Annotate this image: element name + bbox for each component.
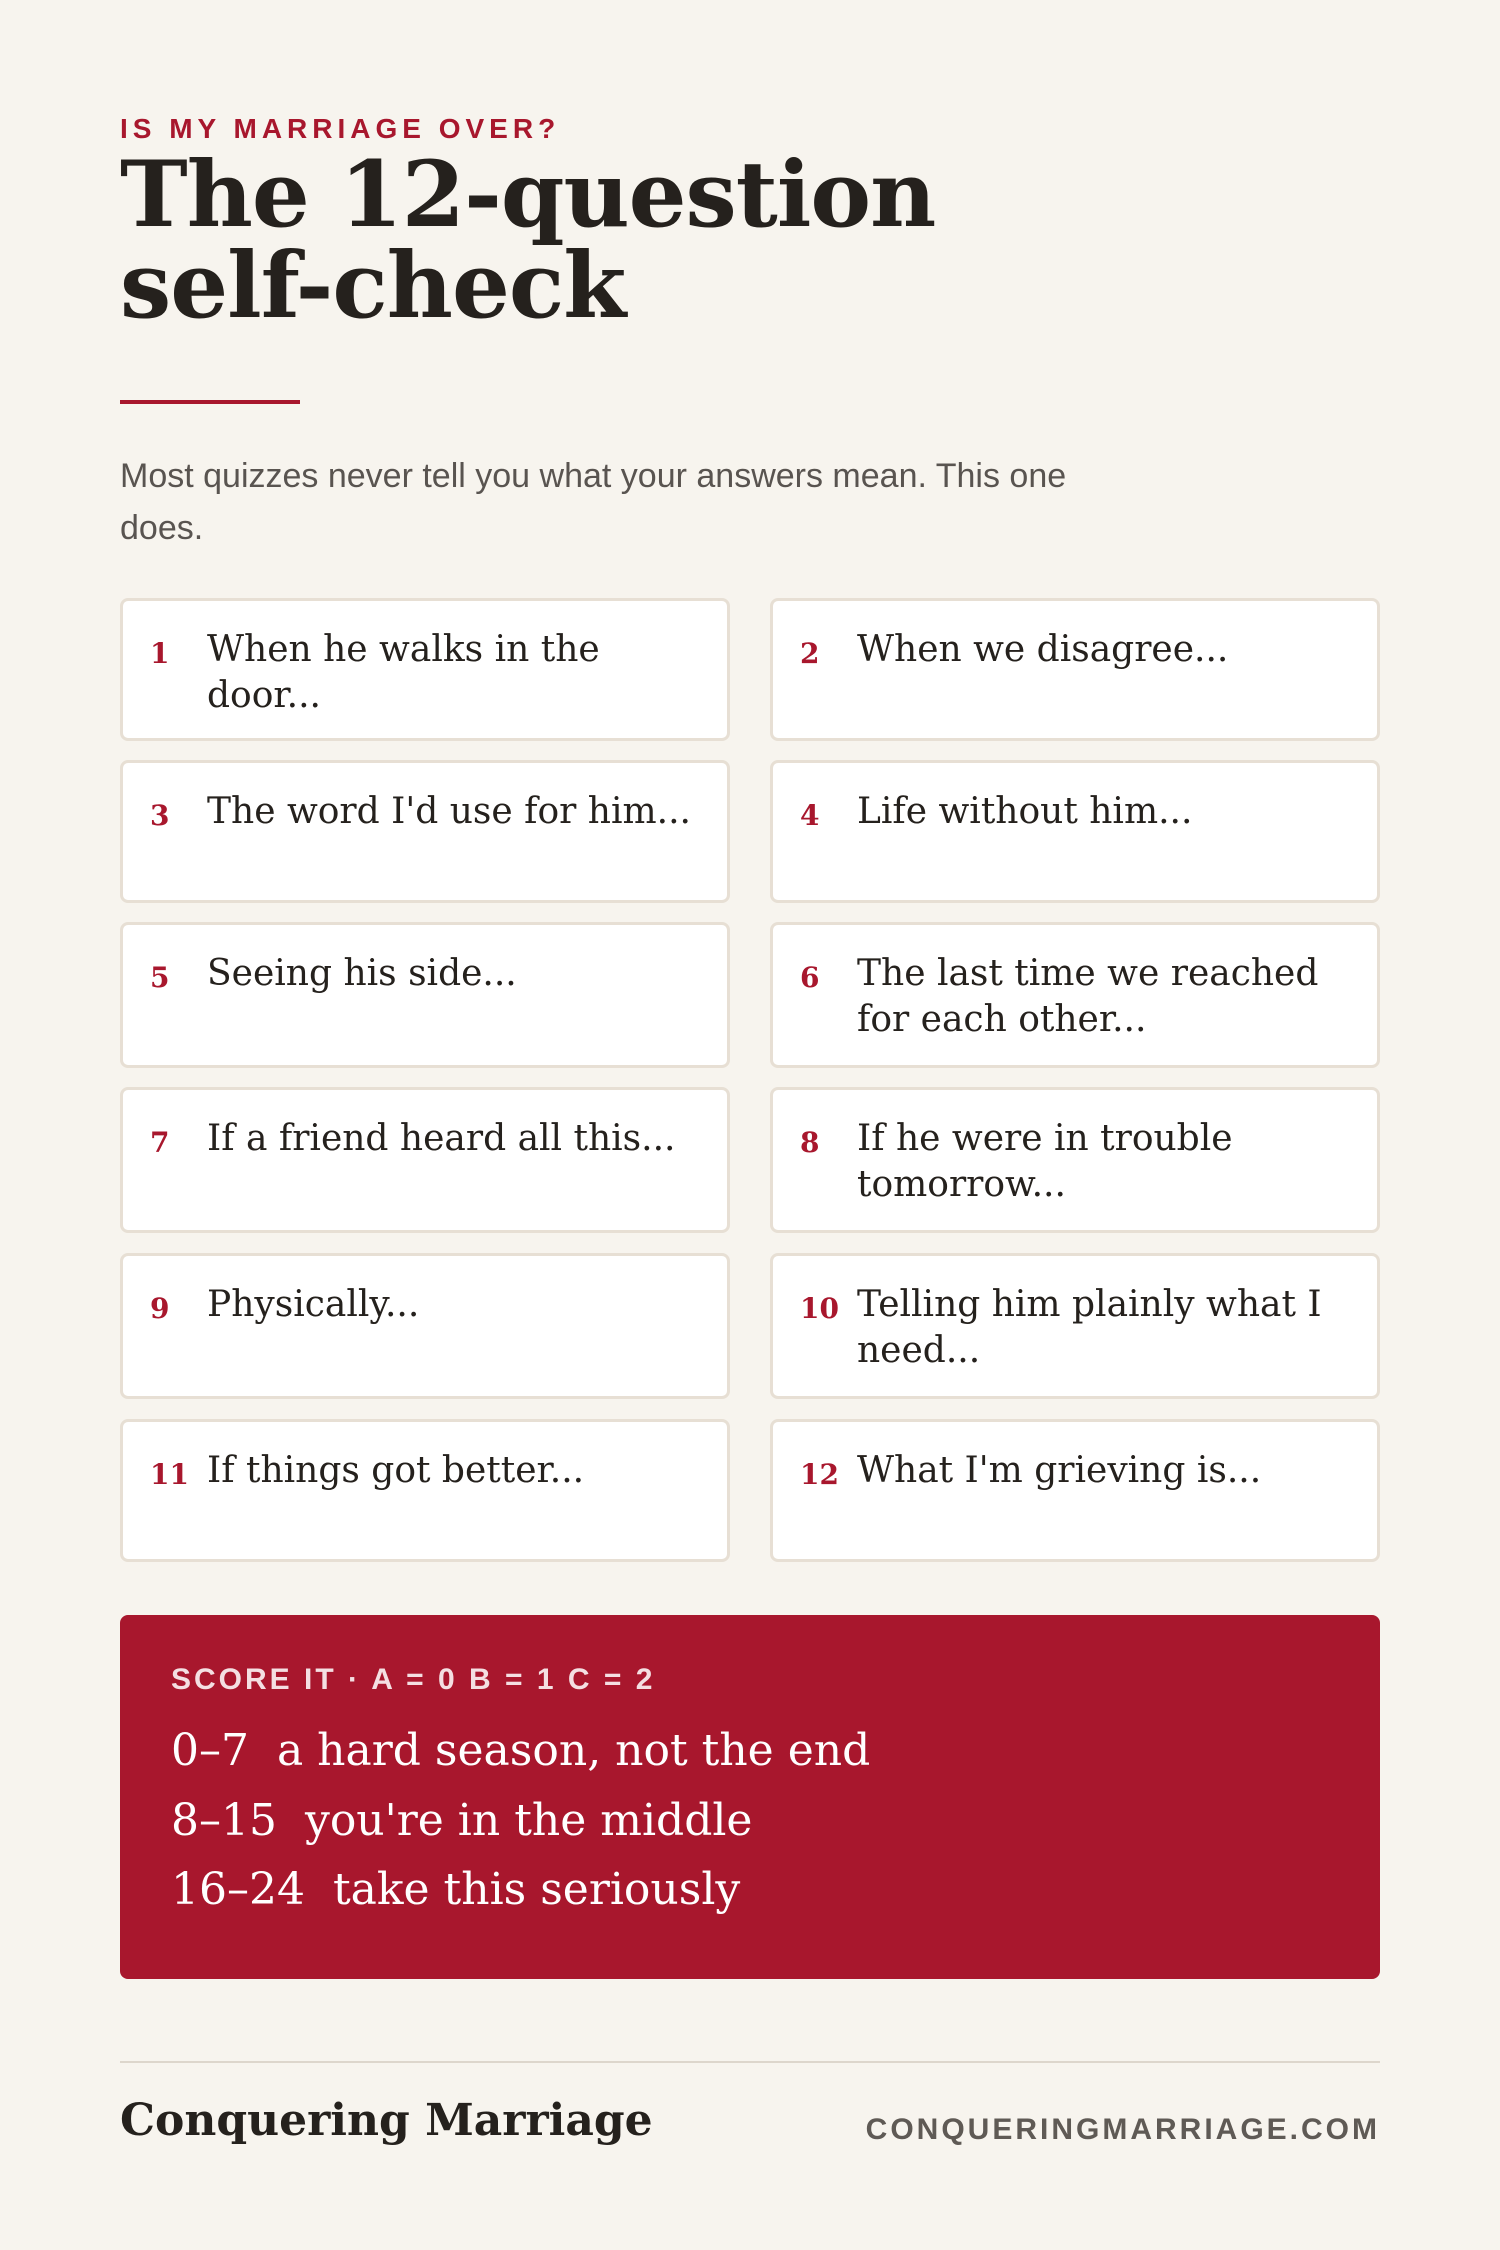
question-text: Life without him... — [857, 791, 1193, 832]
question-card-12 — [770, 1419, 1380, 1562]
question-number: 6 — [800, 961, 820, 994]
score-range-3: 16–24 take this seriously — [171, 1864, 741, 1915]
question-text: When we disagree... — [857, 629, 1229, 670]
question-number: 1 — [150, 637, 170, 670]
question-text: If he were in trouble tomorrow... — [857, 1118, 1233, 1205]
page-title-line-2: self-check — [120, 233, 626, 339]
page-title-line-1: The 12-question — [120, 142, 936, 248]
page-title — [120, 142, 936, 339]
question-card-4 — [770, 760, 1380, 903]
question-number: 9 — [150, 1292, 170, 1325]
question-text: The word I'd use for him... — [207, 791, 691, 832]
question-card-2 — [770, 598, 1380, 741]
question-text: If things got better... — [207, 1450, 585, 1491]
score-label: SCORE IT · A = 0 B = 1 C = 2 — [171, 1663, 656, 1696]
question-card-5 — [120, 922, 730, 1068]
question-card-3 — [120, 760, 730, 903]
question-number: 7 — [150, 1126, 170, 1159]
question-number: 5 — [150, 961, 170, 994]
intro-text: Most quizzes never tell you what your answers mean. This one does. — [120, 457, 1067, 547]
footer-divider — [120, 2061, 1380, 2063]
question-text: When he walks in the door... — [207, 629, 600, 716]
title-divider — [120, 400, 300, 404]
question-card-8 — [770, 1087, 1380, 1233]
page — [120, 0, 1380, 2250]
question-text: Seeing his side... — [207, 953, 517, 994]
question-text: If a friend heard all this... — [207, 1118, 676, 1159]
question-number: 10 — [800, 1292, 839, 1325]
question-text: The last time we reached for each other... — [857, 953, 1319, 1040]
question-number: 8 — [800, 1126, 820, 1159]
question-card-1 — [120, 598, 730, 741]
score-range-1: 0–7 a hard season, not the end — [171, 1725, 871, 1776]
question-text: Telling him plainly what I need... — [857, 1284, 1322, 1371]
score-range-2: 8–15 you're in the middle — [171, 1795, 753, 1846]
brand-name: Conquering Marriage — [120, 2095, 653, 2146]
question-number: 11 — [150, 1458, 189, 1491]
question-card-9 — [120, 1253, 730, 1399]
question-card-11 — [120, 1419, 730, 1562]
eyebrow-text: IS MY MARRIAGE OVER? — [120, 113, 561, 144]
question-number: 3 — [150, 799, 170, 832]
question-card-7 — [120, 1087, 730, 1233]
score-panel — [120, 1615, 1380, 1979]
question-number: 4 — [800, 799, 820, 832]
question-card-10 — [770, 1253, 1380, 1399]
site-url: CONQUERINGMARRIAGE.COM — [865, 2113, 1380, 2146]
question-number: 12 — [800, 1458, 839, 1491]
question-card-6 — [770, 922, 1380, 1068]
question-text: What I'm grieving is... — [857, 1450, 1262, 1491]
question-text: Physically... — [207, 1284, 420, 1325]
question-number: 2 — [800, 637, 820, 670]
